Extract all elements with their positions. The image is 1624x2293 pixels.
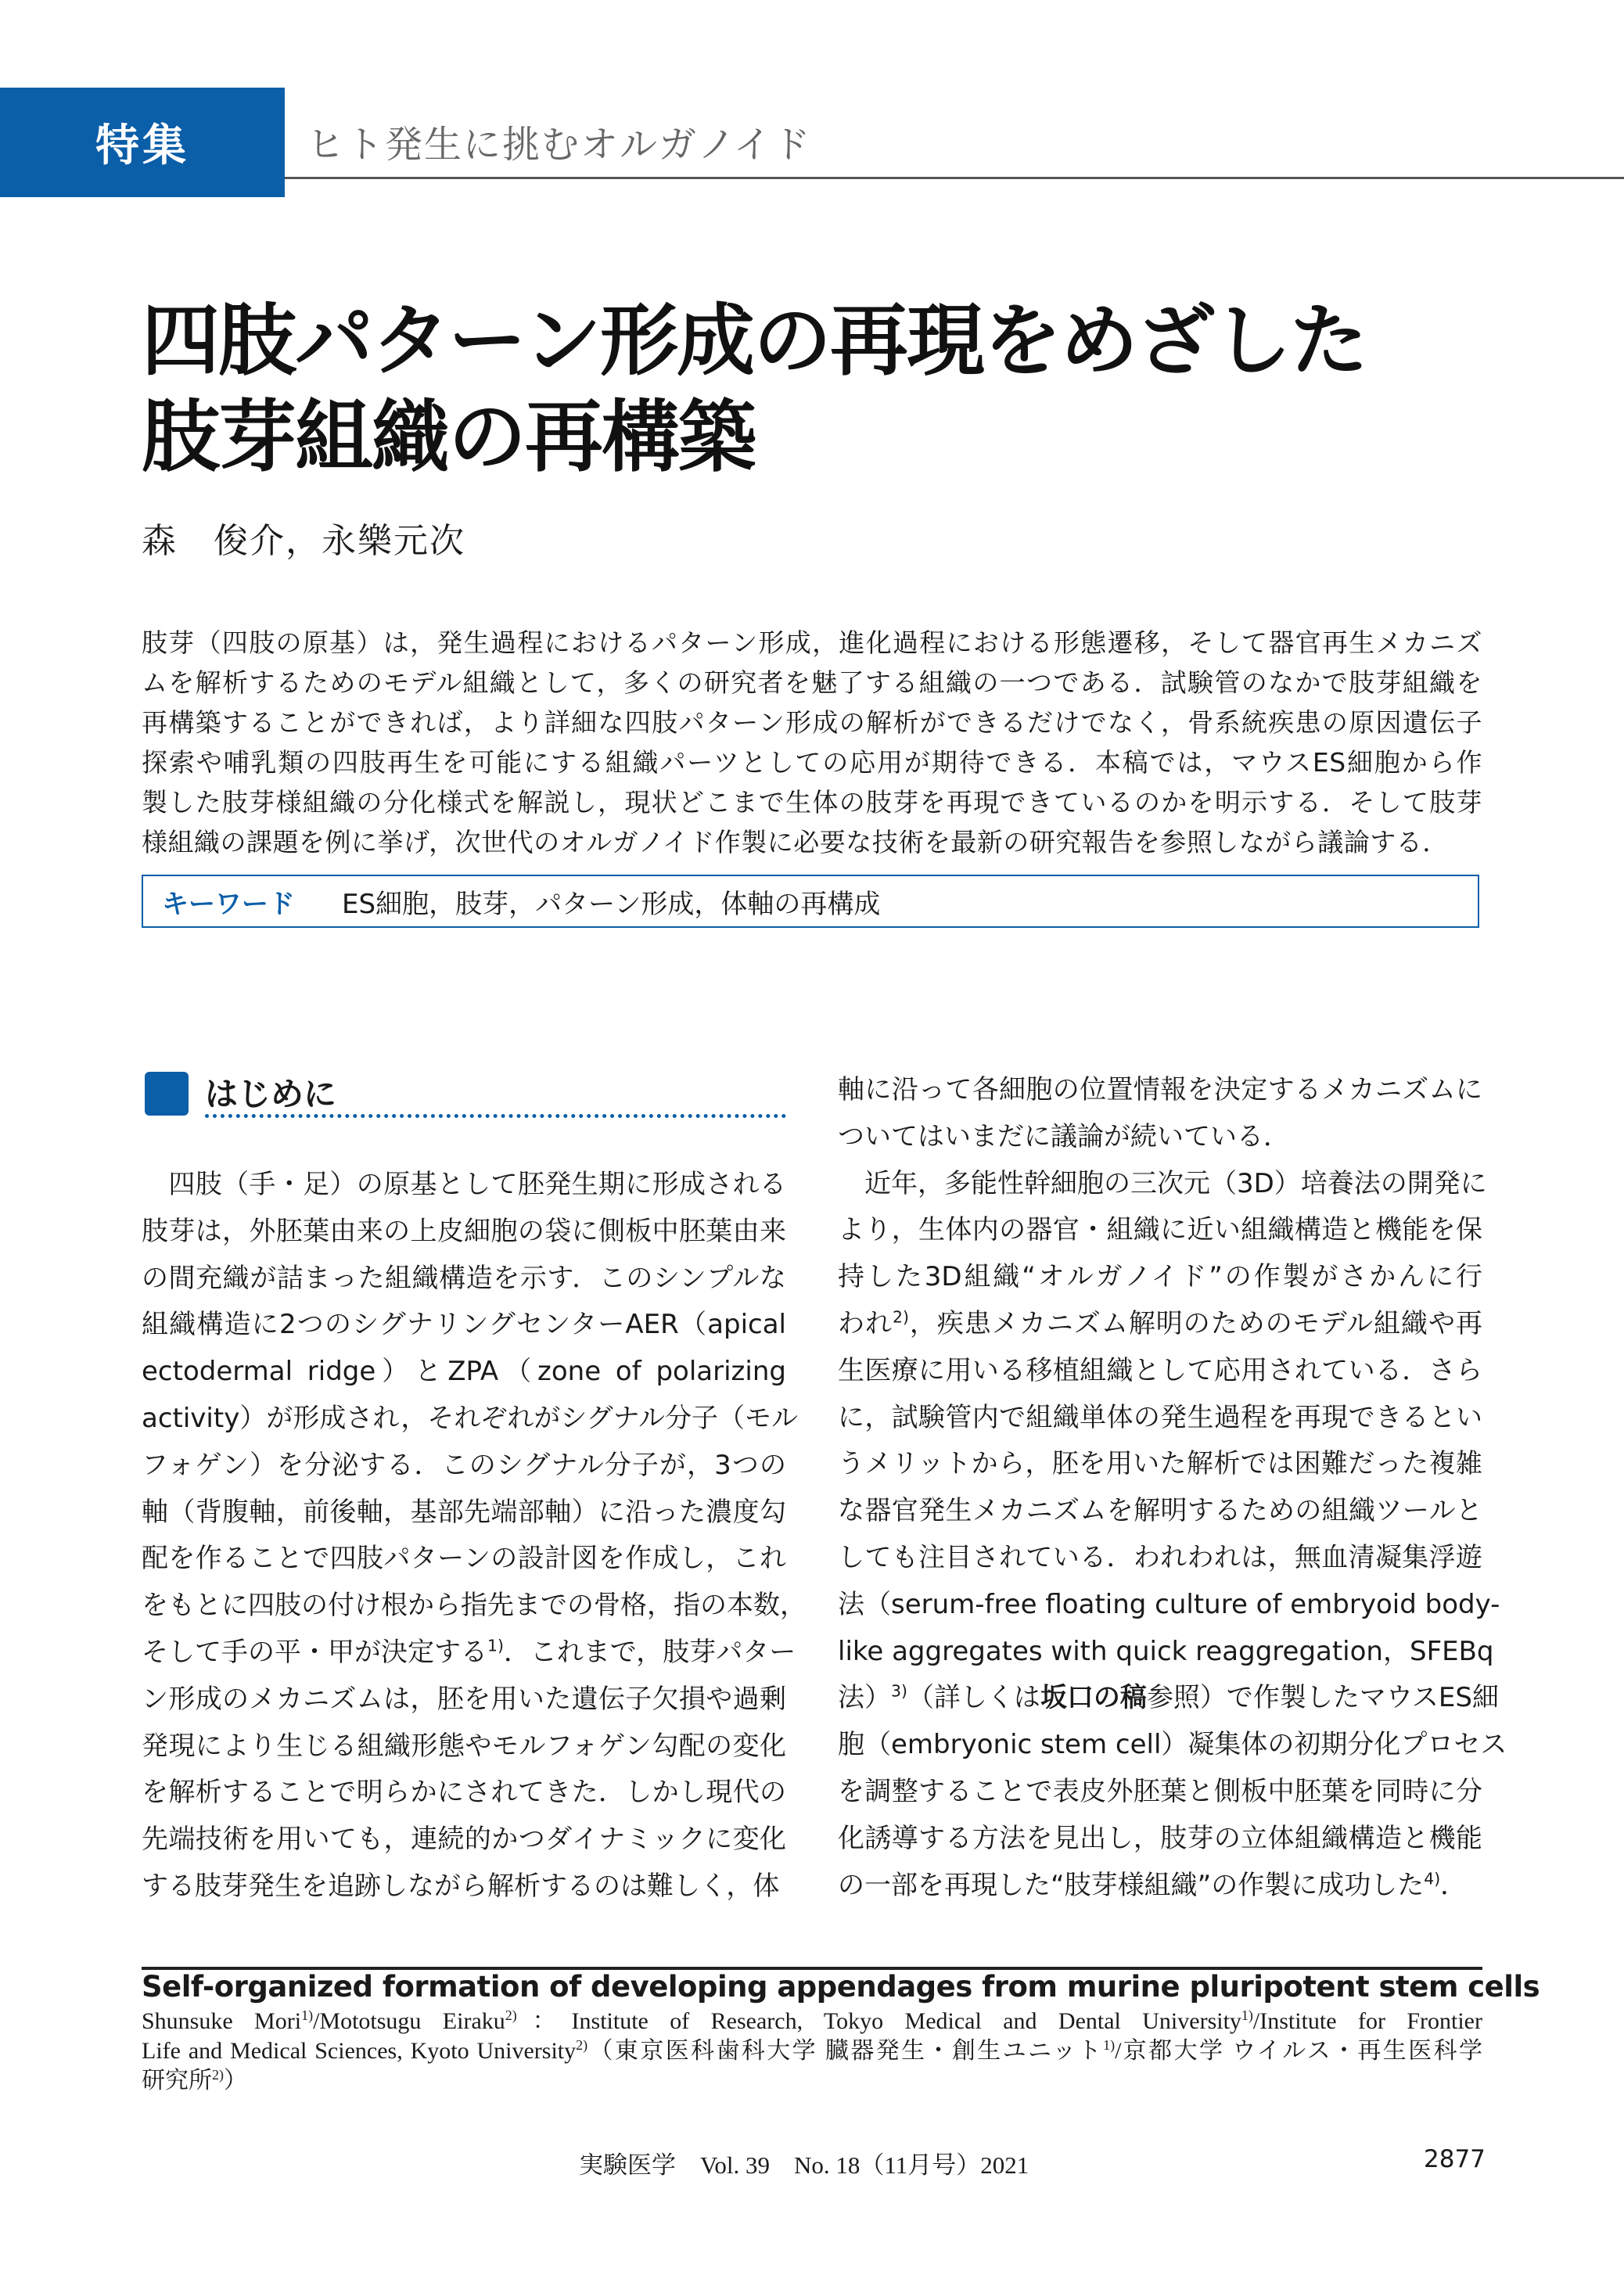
page-number: 2877	[1424, 2145, 1486, 2173]
text-line	[838, 1534, 1482, 1581]
text-line	[142, 1348, 786, 1395]
text-line	[142, 1442, 786, 1489]
section-heading: はじめに	[205, 1075, 337, 1113]
text-segment: ectodermal ridge）とZPA（zone of polarizing	[142, 1356, 786, 1388]
text-segment: Shunsuke Mori	[142, 2008, 302, 2034]
article-title-line-2: 肢芽組織の再構築	[142, 391, 755, 483]
text-line	[838, 1066, 1482, 1113]
abstract-line: 製した肢芽様組織の分化様式を解説し，現状どこまで生体の肢芽を再現できているのかを明示する．そして肢芽	[142, 787, 1482, 818]
text-segment: ：Institute of Research, Tokyo Medical and Dental University	[516, 2008, 1241, 2034]
text-segment: like aggregates with quick reaggregation，SFEBq	[838, 1635, 1494, 1667]
text-line	[142, 1769, 786, 1816]
text-segment: フォゲン）を分泌する．このシグナル分子が，3つの	[142, 1449, 786, 1481]
text-line	[838, 1300, 1482, 1347]
text-line	[142, 1582, 807, 1629]
section-dotted-rule	[205, 1114, 786, 1118]
text-segment: ，疾患メカニズム解明のためのモデル組織や再	[908, 1308, 1482, 1339]
text-segment: しても注目されている．われわれは，無血清凝集浮遊	[838, 1542, 1482, 1573]
text-segment: 先端技術を用いても，連続的かつダイナミックに変化	[142, 1824, 786, 1856]
text-segment: 法）	[838, 1682, 891, 1714]
text-line	[838, 1160, 1487, 1207]
reference-superscript: 2)	[892, 1307, 909, 1327]
text-segment: そして手の平・甲が決定する	[142, 1637, 487, 1668]
text-segment: の一部を再現した“肢芽様組織”の作製に成功した	[838, 1869, 1425, 1901]
keywords-box	[142, 875, 1479, 928]
text-segment: ついてはいまだに議論が続いている．	[838, 1120, 1290, 1152]
journal-citation: 実験医学 Vol. 39 No. 18（11月号）2021	[579, 2151, 1029, 2179]
text-segment: 参照）で作製したマウスES細	[1146, 1682, 1499, 1714]
text-segment: ．これまで，肢芽パター	[503, 1637, 796, 1668]
text-segment: 法（serum-free floating culture of embryoid body-	[838, 1588, 1500, 1620]
text-segment: 肢芽は，外胚葉由来の上皮細胞の袋に側板中胚葉由来	[142, 1215, 786, 1247]
text-segment: 近年，多能性幹細胞の三次元（3D）培養法の開発に	[838, 1167, 1487, 1199]
text-line	[838, 1113, 1482, 1160]
text-line	[838, 1253, 1482, 1300]
reference-superscript: 2)	[576, 2037, 588, 2053]
text-line	[838, 1440, 1482, 1487]
text-line	[142, 1301, 786, 1348]
authors: 森 俊介，永樂元次	[142, 521, 465, 561]
reference-superscript: 1)	[1103, 2037, 1116, 2053]
text-segment: 組織構造に2つのシグナリングセンターAER（apical	[142, 1309, 786, 1341]
text-segment: の間充織が詰まった組織構造を示す．このシンプルな	[142, 1262, 786, 1294]
text-segment: 軸に沿って各細胞の位置情報を決定するメカニズムに	[838, 1074, 1482, 1105]
text-line	[838, 1206, 1482, 1253]
text-segment: を調整することで表皮外胚葉と側板中胚葉を同時に分	[838, 1776, 1482, 1807]
section-marker-icon	[145, 1072, 189, 1116]
text-line	[142, 1863, 786, 1910]
text-segment: を解析することで明らかにされてきた．しかし現代の	[142, 1777, 786, 1809]
text-segment: /Mototsugu Eiraku	[313, 2008, 505, 2034]
abstract-line: 再構築することができれば，より詳細な四肢パターン形成の解析ができるだけでなく，骨系統疾患の原因遺伝子	[142, 707, 1482, 738]
text-line	[142, 1535, 786, 1582]
reference-superscript: 1)	[301, 2007, 314, 2023]
feature-badge: 特集	[0, 88, 285, 197]
text-segment: ン形成のメカニズムは，胚を用いた遺伝子欠損や過剰	[142, 1683, 786, 1715]
abstract-line: ムを解析するためのモデル組織として，多くの研究者を魅了する組織の一つである．試験管のなかで肢芽組織を	[142, 667, 1482, 698]
text-segment: うメリットから，胚を用いた解析では困難だった複雑	[838, 1448, 1482, 1480]
keywords-text: ES細胞，肢芽，パターン形成，体軸の再構成	[342, 888, 881, 920]
text-segment: に，試験管内で組織単体の発生過程を再現できるとい	[838, 1401, 1482, 1433]
header-divider	[285, 177, 1624, 179]
text-line	[142, 1723, 786, 1770]
keywords-label: キーワード	[162, 888, 295, 920]
text-segment: 軸（背腹軸，前後軸，基部先端部軸）に沿った濃度勾	[142, 1496, 786, 1528]
reference-superscript: 1)	[1241, 2007, 1253, 2023]
text-line	[142, 1161, 786, 1208]
text-line	[838, 1768, 1482, 1815]
text-segment: Life and Medical Sciences, Kyoto University	[142, 2038, 577, 2064]
text-segment: 胞（embryonic stem cell）凝集体の初期分化プロセス	[838, 1729, 1507, 1761]
text-line	[142, 2007, 1482, 2036]
text-line	[142, 1208, 786, 1255]
abstract-line: 様組織の課題を例に挙げ，次世代のオルガノイド作製に必要な技術を最新の研究報告を参照しながら議論する．	[142, 827, 1449, 857]
text-segment: 化誘導する方法を見出し，肢芽の立体組織構造と機能	[838, 1822, 1482, 1854]
article-title-line-1: 四肢パターン形成の再現をめざした	[142, 295, 1367, 386]
abstract-line: 肢芽（四肢の原基）は，発生過程におけるパターン形成，進化過程における形態遷移，そして器官再生メカニズ	[142, 627, 1482, 658]
reference-superscript: 2)	[505, 2007, 517, 2023]
text-line	[838, 1394, 1482, 1441]
bold-reference: 坂口の稿	[1040, 1682, 1147, 1714]
reference-superscript: 1)	[487, 1636, 504, 1655]
text-segment: な器官発生メカニズムを解明するための組織ツールと	[838, 1495, 1482, 1527]
text-line	[838, 1862, 1482, 1909]
series-title: ヒト発生に挑むオルガノイド	[307, 123, 812, 167]
text-line	[142, 1816, 786, 1863]
text-segment: 研究所	[142, 2068, 212, 2094]
reference-superscript: 2)	[212, 2067, 224, 2083]
text-line	[142, 1255, 786, 1302]
text-line	[142, 1395, 798, 1442]
text-line	[838, 1581, 1500, 1628]
text-segment: より，生体内の器官・組織に近い組織構造と機能を保	[838, 1214, 1482, 1246]
text-segment: 配を作ることで四肢パターンの設計図を作成し，これ	[142, 1543, 786, 1575]
text-segment: ）	[224, 2068, 247, 2094]
reference-superscript: 4)	[1424, 1869, 1441, 1889]
text-segment: /Institute for Frontier	[1252, 2008, 1482, 2034]
english-title: Self-organized formation of developing appendages from murine pluripotent stem cells	[142, 1970, 1540, 2004]
text-segment: /京都大学 ウイルス・再生医科学	[1115, 2038, 1482, 2064]
text-segment: われ	[838, 1308, 893, 1339]
text-segment: 四肢（手・足）の原基として胚発生期に形成される	[142, 1169, 786, 1200]
text-segment: （詳しくは	[907, 1682, 1040, 1714]
text-segment: activity）が形成され，それぞれがシグナル分子（モル	[142, 1403, 798, 1434]
reference-superscript: 3)	[891, 1682, 907, 1702]
abstract-line: 探索や哺乳類の四肢再生を可能にする組織パーツとしての応用が期待できる．本稿では，マウスES細胞から作	[142, 747, 1482, 778]
text-line	[142, 1489, 786, 1536]
text-line	[142, 1676, 786, 1723]
text-line	[838, 1721, 1507, 1768]
text-line	[838, 1815, 1482, 1862]
text-line	[142, 1629, 796, 1676]
text-segment: 発現により生じる組織形態やモルフォゲン勾配の変化	[142, 1730, 786, 1762]
text-line	[838, 1347, 1482, 1394]
text-segment: 生医療に用いる移植組織として応用されている．さら	[838, 1354, 1482, 1386]
text-line	[838, 1674, 1499, 1721]
text-line	[142, 2036, 1482, 2066]
text-line	[838, 1628, 1494, 1675]
text-segment: する肢芽発生を追跡しながら解析するのは難しく，体	[142, 1871, 780, 1902]
text-segment: をもとに四肢の付け根から指先までの骨格，指の本数，	[142, 1590, 807, 1622]
text-segment: 持した3D組織“オルガノイド”の作製がさかんに行	[838, 1261, 1482, 1293]
text-segment: ．	[1440, 1869, 1468, 1901]
text-segment: （東京医科歯科大学 臓器発生・創生ユニット	[587, 2038, 1104, 2064]
text-line	[142, 2066, 1482, 2096]
text-line	[838, 1487, 1482, 1534]
